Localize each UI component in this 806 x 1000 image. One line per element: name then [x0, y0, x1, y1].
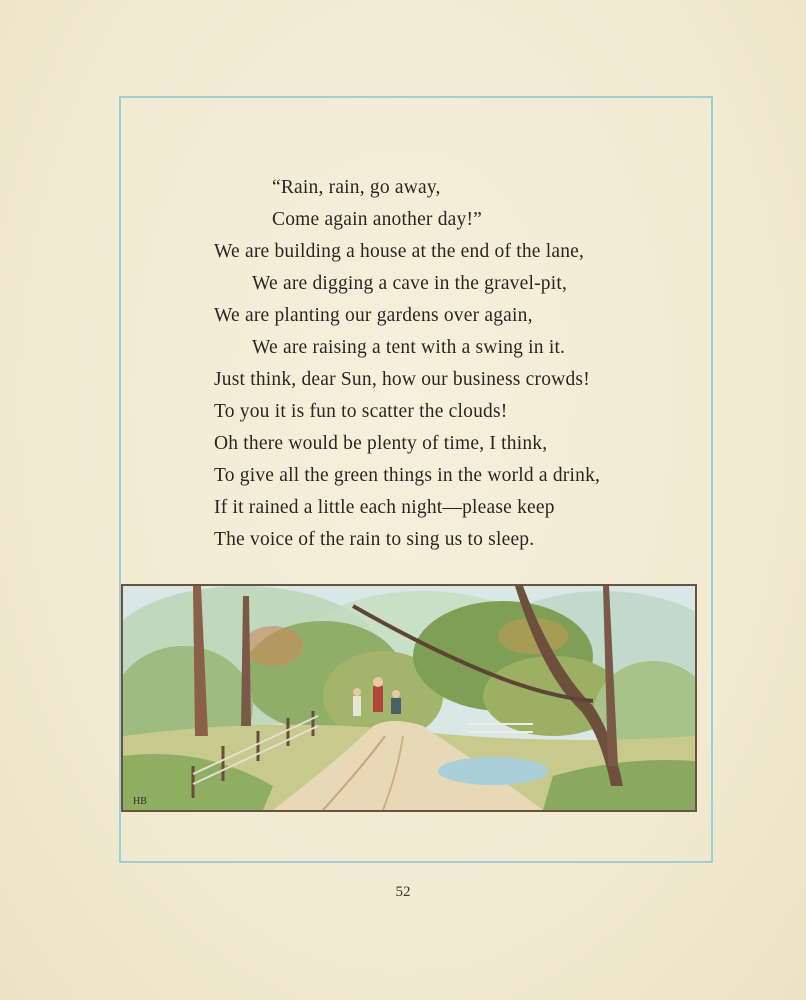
poem-line: We are digging a cave in the gravel-pit,	[252, 273, 568, 294]
page-number: 52	[395, 884, 411, 900]
poem-line: The voice of the rain to sing us to sleep.	[214, 529, 535, 550]
poem-line: We are building a house at the end of the lane,	[214, 241, 585, 262]
poem-line: We are planting our gardens over again,	[214, 305, 533, 326]
poem-line: To you it is fun to scatter the clouds!	[214, 401, 508, 422]
poem-line: To give all the green things in the world a drink,	[214, 465, 601, 486]
poem-text	[214, 172, 654, 556]
poem-line: Oh there would be plenty of time, I think,	[214, 433, 548, 454]
poem-line: “Rain, rain, go away,	[272, 177, 441, 198]
poem-line: We are raising a tent with a swing in it.	[252, 337, 566, 358]
poem-line: Just think, dear Sun, how our business crowds!	[214, 369, 590, 390]
monogram: HB	[133, 796, 147, 807]
woodland-lane-illustration-icon	[121, 584, 697, 812]
poem-line: Come again another day!”	[272, 209, 483, 230]
illustration-artwork	[123, 586, 695, 810]
poem-line: If it rained a little each night—please keep	[214, 497, 555, 518]
